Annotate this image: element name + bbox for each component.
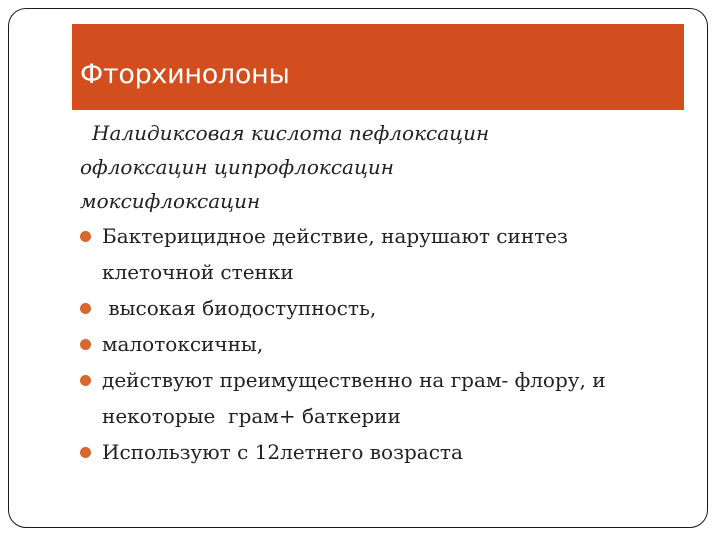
bullet-item-low-toxicity — [80, 326, 680, 362]
bullet-list — [80, 218, 680, 470]
bullet-text: малотоксичны, — [102, 332, 264, 356]
bullet-dot-icon — [80, 375, 91, 386]
bullet-text: Используют с 12летнего возраста — [102, 440, 463, 464]
bullet-item-bactericidal — [80, 218, 680, 290]
bullet-text: действуют преимущественно на грам- флору, и — [102, 368, 606, 392]
bullet-item-age — [80, 434, 680, 470]
title-bar — [72, 24, 684, 110]
bullet-dot-icon — [80, 231, 91, 242]
bullet-text-continuation: клеточной стенки — [102, 260, 294, 284]
bullet-item-bioavailability — [80, 290, 680, 326]
drug-list-line-3: моксифлоксацин — [80, 189, 261, 213]
bullet-item-gram-negative — [80, 362, 680, 434]
bullet-text: высокая биодоступность, — [102, 296, 377, 320]
bullet-dot-icon — [80, 303, 91, 314]
bullet-dot-icon — [80, 339, 91, 350]
slide-title: Фторхинолоны — [80, 59, 290, 90]
drug-list-line-1: Налидиксовая кислота пефлоксацин — [92, 121, 490, 145]
drug-list-line-2: офлоксацин ципрофлоксацин — [80, 155, 394, 179]
bullet-text: Бактерицидное действие, нарушают синтез — [102, 224, 568, 248]
drug-list — [80, 116, 680, 218]
slide-content — [80, 116, 680, 470]
bullet-dot-icon — [80, 447, 91, 458]
bullet-text-continuation: некоторые грам+ баткерии — [102, 404, 401, 428]
